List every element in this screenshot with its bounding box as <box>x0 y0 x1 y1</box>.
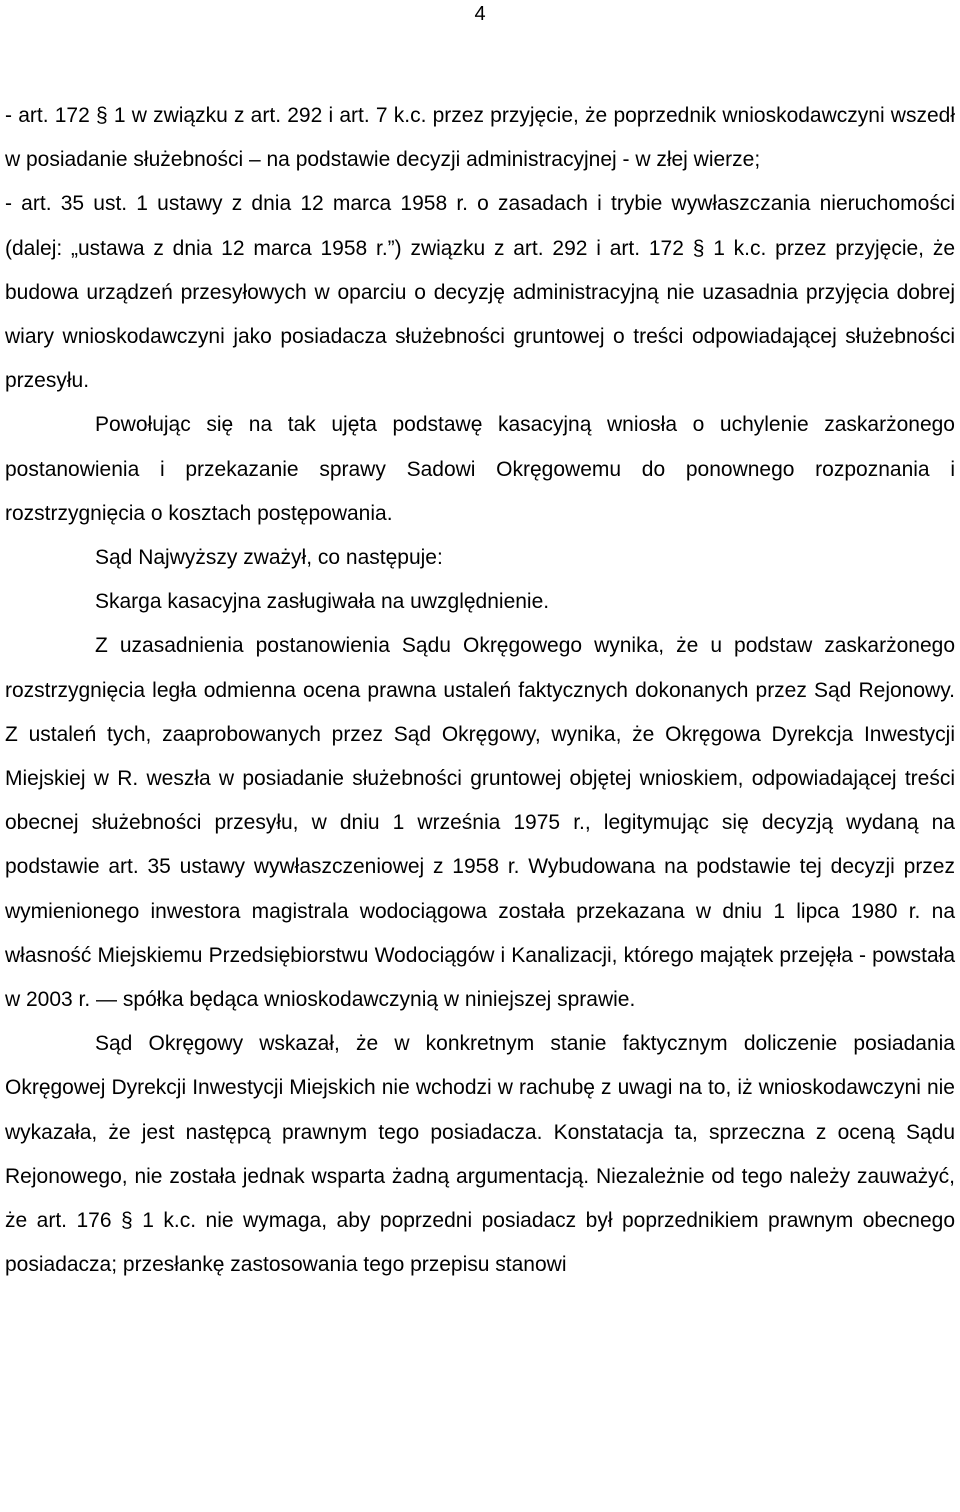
paragraph-complaint-upheld: Skarga kasacyjna zasługiwała na uwzględnienie. <box>95 590 550 614</box>
page-number: 4 <box>474 3 486 25</box>
paragraph-court-considered: Sąd Najwyższy zważył, co następuje: <box>95 546 443 570</box>
paragraph-request: Powołując się na tak ujęta podstawę kasacyjną wniosła o uchylenie zaskarżonego postanowienia i przekazanie sprawy Sadowi Okręgowemu do ponownego rozpoznania i rozstrzygnięcia o kosztach postępowania. <box>5 413 955 525</box>
paragraph-district-court-reasoning: Sąd Okręgowy wskazał, że w konkretnym stanie faktycznym doliczenie posiadania Okręgowej Dyrekcji Inwestycji Miejskich nie wchodzi w rachubę z uwagi na to, iż wnioskodawczyni nie wykazała, że jest następcą prawnym tego posiadacza. Konstatacja ta, sprzeczna z oceną Sądu Rejonowego, nie została jednak wsparta żadną argumentacją. Niezależnie od tego należy zauważyć, że art. 176 § 1 k.c. nie wymaga, aby poprzedni posiadacz był poprzednikiem prawnym obecnego posiadacza; przesłankę zastosowania tego przepisu stanowi <box>5 1032 955 1277</box>
paragraph-district-court-findings: Z uzasadnienia postanowienia Sądu Okręgowego wynika, że u podstaw zaskarżonego rozstrzygnięcia legła odmienna ocena prawna ustaleń faktycznych dokonanych przez Sąd Rejonowy. Z ustaleń tych, zaaprobowanych przez Sąd Okręgowy, wynika, że Okręgowa Dyrekcja Inwestycji Miejskiej w R. weszła w posiadanie służebności gruntowej objętej wnioskiem, odpowiadającej treści obecnej służebności przesyłu, w dniu 1 września 1975 r., legitymując się decyzją wydaną na podstawie art. 35 ustawy wywłaszczeniowej z 1958 r. Wybudowana na podstawie tej decyzji przez wymienionego inwestora magistrala wodociągowa została przekazana w dniu 1 lipca 1980 r. na własność Miejskiemu Przedsiębiorstwu Wodociągów i Kanalizacji, którego majątek przejęła - powstała w 2003 r. — spółka będąca wnioskodawczynią w niniejszej sprawie. <box>5 634 955 1012</box>
paragraph-charge-art-35: - art. 35 ust. 1 ustawy z dnia 12 marca 1958 r. o zasadach i trybie wywłaszczania nieruchomości (dalej: „ustawa z dnia 12 marca 1958 r.”) związku z art. 292 i art. 172 § 1 k.c. przez przyjęcie, że budowa urządzeń przesyłowych w oparciu o decyzję administracyjną nie uzasadnia przyjęcia dobrej wiary wnioskodawczyni jako posiadacza służebności gruntowej o treści odpowiadającej służebności przesyłu. <box>5 192 955 393</box>
paragraph-charge-art-172: - art. 172 § 1 w związku z art. 292 i art. 7 k.c. przez przyjęcie, że poprzednik wnioskodawczyni wszedł w posiadanie służebności – na podstawie decyzji administracyjnej - w złej wierze; <box>5 104 955 172</box>
document-body <box>5 94 955 1287</box>
